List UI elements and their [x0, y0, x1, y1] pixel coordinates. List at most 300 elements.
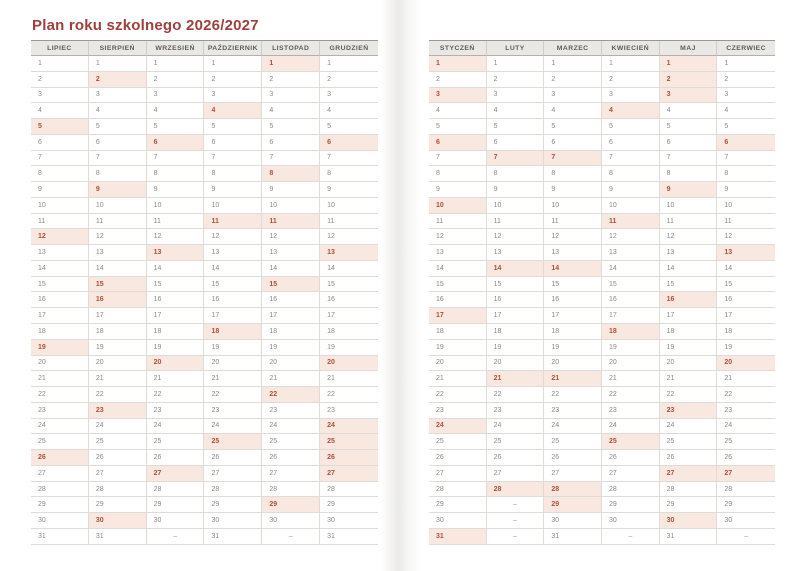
day-cell: 22 [429, 387, 487, 403]
day-cell: 5 [320, 119, 378, 135]
day-cell: 1 [487, 56, 545, 72]
day-cell: 2 [544, 72, 602, 88]
day-cell-highlighted: 3 [660, 88, 718, 104]
day-cell: 10 [487, 198, 545, 214]
day-cell-highlighted: 27 [717, 466, 775, 482]
day-cell: 10 [320, 198, 378, 214]
day-cell: 19 [717, 340, 775, 356]
day-cell: 20 [262, 356, 320, 372]
day-cell: 20 [89, 356, 147, 372]
day-cell: 11 [89, 214, 147, 230]
day-cell: 12 [660, 229, 718, 245]
month-header: WRZESIEŃ [147, 41, 205, 56]
day-cell: 6 [31, 135, 89, 151]
day-cell: 23 [717, 403, 775, 419]
day-cell: 25 [89, 434, 147, 450]
day-cell: 18 [31, 324, 89, 340]
day-cell: 8 [147, 166, 205, 182]
day-cell: 9 [544, 182, 602, 198]
day-cell: 22 [147, 387, 205, 403]
day-cell: 21 [89, 371, 147, 387]
empty-day-cell: – [147, 529, 205, 545]
day-cell: 13 [204, 245, 262, 261]
page-gutter-shadow [381, 0, 433, 571]
day-cell: 2 [204, 72, 262, 88]
month-header: SIERPIEŃ [89, 41, 147, 56]
day-cell-highlighted: 27 [147, 466, 205, 482]
day-cell: 3 [262, 88, 320, 104]
day-cell-highlighted: 11 [602, 214, 660, 230]
day-cell: 14 [31, 261, 89, 277]
day-cell: 7 [204, 151, 262, 167]
day-cell: 4 [717, 103, 775, 119]
day-cell: 19 [204, 340, 262, 356]
day-cell-highlighted: 2 [89, 72, 147, 88]
day-cell: 24 [544, 419, 602, 435]
day-cell: 9 [262, 182, 320, 198]
day-cell: 8 [717, 166, 775, 182]
day-cell: 28 [147, 482, 205, 498]
day-cell: 18 [544, 324, 602, 340]
day-cell-highlighted: 11 [204, 214, 262, 230]
day-cell: 23 [204, 403, 262, 419]
day-cell: 2 [602, 72, 660, 88]
month-header: CZERWIEC [717, 41, 775, 56]
day-cell-highlighted: 7 [544, 151, 602, 167]
day-cell: 19 [602, 340, 660, 356]
day-cell: 2 [487, 72, 545, 88]
day-cell: 4 [31, 103, 89, 119]
day-cell: 26 [204, 450, 262, 466]
day-cell: 10 [544, 198, 602, 214]
day-cell-highlighted: 19 [31, 340, 89, 356]
day-cell: 25 [544, 434, 602, 450]
day-cell: 1 [602, 56, 660, 72]
day-cell: 24 [89, 419, 147, 435]
day-cell: 27 [262, 466, 320, 482]
day-cell: 13 [262, 245, 320, 261]
day-cell: 25 [31, 434, 89, 450]
day-cell: 29 [31, 497, 89, 513]
day-cell: 5 [544, 119, 602, 135]
day-cell: 16 [544, 292, 602, 308]
day-cell-highlighted: 21 [544, 371, 602, 387]
day-cell: 29 [89, 497, 147, 513]
day-cell: 5 [89, 119, 147, 135]
day-cell: 17 [320, 308, 378, 324]
day-cell: 2 [429, 72, 487, 88]
day-cell: 1 [89, 56, 147, 72]
day-cell: 5 [717, 119, 775, 135]
day-cell: 9 [320, 182, 378, 198]
day-cell-highlighted: 25 [602, 434, 660, 450]
day-cell-highlighted: 10 [429, 198, 487, 214]
day-cell-highlighted: 1 [262, 56, 320, 72]
day-cell: 26 [717, 450, 775, 466]
day-cell: 13 [544, 245, 602, 261]
day-cell: 25 [660, 434, 718, 450]
day-cell: 18 [660, 324, 718, 340]
day-cell: 10 [147, 198, 205, 214]
day-cell: 10 [717, 198, 775, 214]
day-cell: 24 [602, 419, 660, 435]
day-cell-highlighted: 14 [487, 261, 545, 277]
day-cell: 17 [544, 308, 602, 324]
day-cell: 4 [320, 103, 378, 119]
day-cell: 16 [31, 292, 89, 308]
day-cell: 20 [602, 356, 660, 372]
month-header: PAŹDZIERNIK [204, 41, 262, 56]
day-cell: 8 [429, 166, 487, 182]
day-cell: 5 [204, 119, 262, 135]
day-cell-highlighted: 25 [204, 434, 262, 450]
day-cell: 24 [262, 419, 320, 435]
day-cell: 10 [660, 198, 718, 214]
day-cell: 18 [89, 324, 147, 340]
day-cell: 16 [147, 292, 205, 308]
day-cell: 21 [147, 371, 205, 387]
day-cell-highlighted: 13 [147, 245, 205, 261]
day-cell: 28 [204, 482, 262, 498]
day-cell-highlighted: 29 [262, 497, 320, 513]
day-cell: 21 [602, 371, 660, 387]
day-cell: 31 [89, 529, 147, 545]
day-cell: 9 [31, 182, 89, 198]
day-cell: 29 [660, 497, 718, 513]
day-cell: 3 [320, 88, 378, 104]
day-cell: 28 [262, 482, 320, 498]
day-cell: 10 [31, 198, 89, 214]
day-cell: 9 [487, 182, 545, 198]
day-cell: 29 [204, 497, 262, 513]
day-cell: 25 [717, 434, 775, 450]
day-cell: 11 [320, 214, 378, 230]
calendar-grid-2027 [429, 40, 775, 545]
day-cell: 22 [320, 387, 378, 403]
day-cell: 27 [487, 466, 545, 482]
day-cell: 29 [429, 497, 487, 513]
day-cell: 7 [717, 151, 775, 167]
day-cell: 27 [89, 466, 147, 482]
day-cell: 8 [660, 166, 718, 182]
month-header: LIPIEC [31, 41, 89, 56]
day-cell: 11 [429, 214, 487, 230]
day-cell: 28 [660, 482, 718, 498]
day-cell: 14 [147, 261, 205, 277]
day-cell-highlighted: 28 [487, 482, 545, 498]
day-cell: 13 [660, 245, 718, 261]
day-cell-highlighted: 13 [717, 245, 775, 261]
day-cell: 8 [487, 166, 545, 182]
calendar-grid-2026 [31, 40, 378, 545]
day-cell: 16 [204, 292, 262, 308]
day-cell: 26 [487, 450, 545, 466]
day-cell: 13 [487, 245, 545, 261]
day-cell-highlighted: 11 [262, 214, 320, 230]
day-cell: 12 [320, 229, 378, 245]
day-cell: 7 [89, 151, 147, 167]
empty-day-cell: – [487, 513, 545, 529]
day-cell: 6 [660, 135, 718, 151]
day-cell: 18 [429, 324, 487, 340]
day-cell: 5 [147, 119, 205, 135]
day-cell: 9 [429, 182, 487, 198]
day-cell: 18 [320, 324, 378, 340]
day-cell: 1 [544, 56, 602, 72]
day-cell: 22 [660, 387, 718, 403]
day-cell: 2 [31, 72, 89, 88]
day-cell: 14 [660, 261, 718, 277]
day-cell: 9 [717, 182, 775, 198]
day-cell: 6 [89, 135, 147, 151]
day-cell: 1 [31, 56, 89, 72]
day-cell: 26 [147, 450, 205, 466]
day-cell: 16 [487, 292, 545, 308]
day-cell: 1 [320, 56, 378, 72]
day-cell: 22 [89, 387, 147, 403]
day-cell: 5 [487, 119, 545, 135]
day-cell-highlighted: 2 [660, 72, 718, 88]
month-header: LUTY [487, 41, 545, 56]
day-cell-highlighted: 24 [429, 419, 487, 435]
day-cell: 5 [429, 119, 487, 135]
month-header: MARZEC [544, 41, 602, 56]
day-cell: 11 [660, 214, 718, 230]
day-cell-highlighted: 29 [544, 497, 602, 513]
day-cell: 15 [660, 277, 718, 293]
day-cell: 29 [717, 497, 775, 513]
day-cell: 11 [544, 214, 602, 230]
day-cell-highlighted: 18 [204, 324, 262, 340]
day-cell: 27 [31, 466, 89, 482]
day-cell: 15 [717, 277, 775, 293]
day-cell: 21 [204, 371, 262, 387]
day-cell: 19 [544, 340, 602, 356]
day-cell: 17 [487, 308, 545, 324]
day-cell-highlighted: 12 [31, 229, 89, 245]
day-cell: 30 [429, 513, 487, 529]
day-cell: 27 [429, 466, 487, 482]
day-cell: 27 [544, 466, 602, 482]
day-cell: 26 [660, 450, 718, 466]
day-cell: 25 [429, 434, 487, 450]
day-cell: 6 [602, 135, 660, 151]
day-cell: 3 [204, 88, 262, 104]
day-cell: 31 [320, 529, 378, 545]
day-cell: 28 [320, 482, 378, 498]
day-cell: 17 [89, 308, 147, 324]
day-cell: 17 [717, 308, 775, 324]
day-cell-highlighted: 24 [320, 419, 378, 435]
day-cell-highlighted: 30 [89, 513, 147, 529]
day-cell-highlighted: 6 [320, 135, 378, 151]
day-cell: 16 [262, 292, 320, 308]
day-cell: 28 [89, 482, 147, 498]
day-cell: 19 [320, 340, 378, 356]
day-cell: 7 [147, 151, 205, 167]
day-cell: 20 [429, 356, 487, 372]
day-cell: 16 [717, 292, 775, 308]
day-cell: 15 [429, 277, 487, 293]
day-cell: 13 [89, 245, 147, 261]
day-cell: 19 [89, 340, 147, 356]
empty-day-cell: – [487, 529, 545, 545]
month-header: MAJ [660, 41, 718, 56]
day-cell: 12 [262, 229, 320, 245]
day-cell-highlighted: 9 [660, 182, 718, 198]
day-cell: 18 [262, 324, 320, 340]
day-cell: 26 [544, 450, 602, 466]
day-cell: 13 [31, 245, 89, 261]
day-cell: 10 [262, 198, 320, 214]
day-cell: 8 [204, 166, 262, 182]
day-cell: 26 [89, 450, 147, 466]
day-cell: 1 [204, 56, 262, 72]
day-cell-highlighted: 3 [429, 88, 487, 104]
day-cell: 31 [660, 529, 718, 545]
day-cell: 12 [204, 229, 262, 245]
day-cell: 22 [487, 387, 545, 403]
day-cell: 19 [487, 340, 545, 356]
day-cell: 14 [429, 261, 487, 277]
day-cell: 10 [602, 198, 660, 214]
day-cell: 16 [602, 292, 660, 308]
day-cell: 25 [487, 434, 545, 450]
day-cell-highlighted: 8 [262, 166, 320, 182]
day-cell: 27 [602, 466, 660, 482]
day-cell: 15 [147, 277, 205, 293]
day-cell: 29 [147, 497, 205, 513]
day-cell: 6 [204, 135, 262, 151]
day-cell: 23 [487, 403, 545, 419]
day-cell-highlighted: 22 [262, 387, 320, 403]
day-cell: 8 [89, 166, 147, 182]
day-cell: 21 [31, 371, 89, 387]
day-cell-highlighted: 1 [429, 56, 487, 72]
day-cell: 12 [717, 229, 775, 245]
day-cell: 2 [717, 72, 775, 88]
day-cell-highlighted: 4 [204, 103, 262, 119]
day-cell-highlighted: 16 [660, 292, 718, 308]
day-cell: 5 [262, 119, 320, 135]
day-cell: 10 [89, 198, 147, 214]
day-cell: 23 [31, 403, 89, 419]
day-cell: 6 [487, 135, 545, 151]
day-cell: 11 [31, 214, 89, 230]
day-cell-highlighted: 9 [89, 182, 147, 198]
day-cell: 19 [660, 340, 718, 356]
day-cell: 4 [429, 103, 487, 119]
day-cell-highlighted: 17 [429, 308, 487, 324]
day-cell: 6 [262, 135, 320, 151]
day-cell: 7 [602, 151, 660, 167]
day-cell: 26 [429, 450, 487, 466]
day-cell-highlighted: 23 [660, 403, 718, 419]
day-cell: 4 [544, 103, 602, 119]
day-cell: 30 [262, 513, 320, 529]
day-cell: 7 [429, 151, 487, 167]
day-cell: 3 [717, 88, 775, 104]
day-cell: 5 [660, 119, 718, 135]
day-cell: 30 [602, 513, 660, 529]
day-cell-highlighted: 15 [89, 277, 147, 293]
day-cell-highlighted: 25 [320, 434, 378, 450]
day-cell: 7 [262, 151, 320, 167]
day-cell: 18 [487, 324, 545, 340]
day-cell: 3 [487, 88, 545, 104]
day-cell: 15 [602, 277, 660, 293]
day-cell: 21 [262, 371, 320, 387]
day-cell-highlighted: 1 [660, 56, 718, 72]
empty-day-cell: – [262, 529, 320, 545]
day-cell: 29 [320, 497, 378, 513]
day-cell: 17 [262, 308, 320, 324]
day-cell: 19 [147, 340, 205, 356]
day-cell: 16 [320, 292, 378, 308]
day-cell: 23 [262, 403, 320, 419]
day-cell: 12 [602, 229, 660, 245]
month-header: KWIECIEŃ [602, 41, 660, 56]
day-cell: 2 [320, 72, 378, 88]
day-cell: 26 [262, 450, 320, 466]
day-cell: 2 [262, 72, 320, 88]
month-header: LISTOPAD [262, 41, 320, 56]
day-cell: 17 [31, 308, 89, 324]
day-cell: 28 [31, 482, 89, 498]
day-cell: 23 [544, 403, 602, 419]
day-cell: 11 [147, 214, 205, 230]
day-cell: 19 [429, 340, 487, 356]
day-cell-highlighted: 5 [31, 119, 89, 135]
day-cell: 20 [660, 356, 718, 372]
day-cell-highlighted: 31 [429, 529, 487, 545]
day-cell: 31 [31, 529, 89, 545]
day-cell: 25 [147, 434, 205, 450]
day-cell: 10 [204, 198, 262, 214]
day-cell-highlighted: 6 [147, 135, 205, 151]
day-cell: 20 [204, 356, 262, 372]
day-cell: 8 [602, 166, 660, 182]
month-header: GRUDZIEŃ [320, 41, 378, 56]
day-cell: 15 [487, 277, 545, 293]
page-title: Plan roku szkolnego 2026/2027 [32, 17, 259, 34]
day-cell: 19 [262, 340, 320, 356]
day-cell: 4 [660, 103, 718, 119]
day-cell: 1 [147, 56, 205, 72]
day-cell: 24 [147, 419, 205, 435]
day-cell: 28 [717, 482, 775, 498]
day-cell: 13 [602, 245, 660, 261]
day-cell: 8 [320, 166, 378, 182]
day-cell: 29 [602, 497, 660, 513]
day-cell: 24 [204, 419, 262, 435]
day-cell: 15 [320, 277, 378, 293]
day-cell: 14 [320, 261, 378, 277]
empty-day-cell: – [487, 497, 545, 513]
day-cell: 17 [204, 308, 262, 324]
day-cell: 23 [602, 403, 660, 419]
day-cell: 12 [429, 229, 487, 245]
day-cell: 14 [602, 261, 660, 277]
day-cell: 21 [717, 371, 775, 387]
day-cell-highlighted: 7 [487, 151, 545, 167]
day-cell: 3 [89, 88, 147, 104]
day-cell: 28 [602, 482, 660, 498]
day-cell: 17 [147, 308, 205, 324]
empty-day-cell: – [717, 529, 775, 545]
day-cell: 1 [717, 56, 775, 72]
day-cell: 22 [717, 387, 775, 403]
